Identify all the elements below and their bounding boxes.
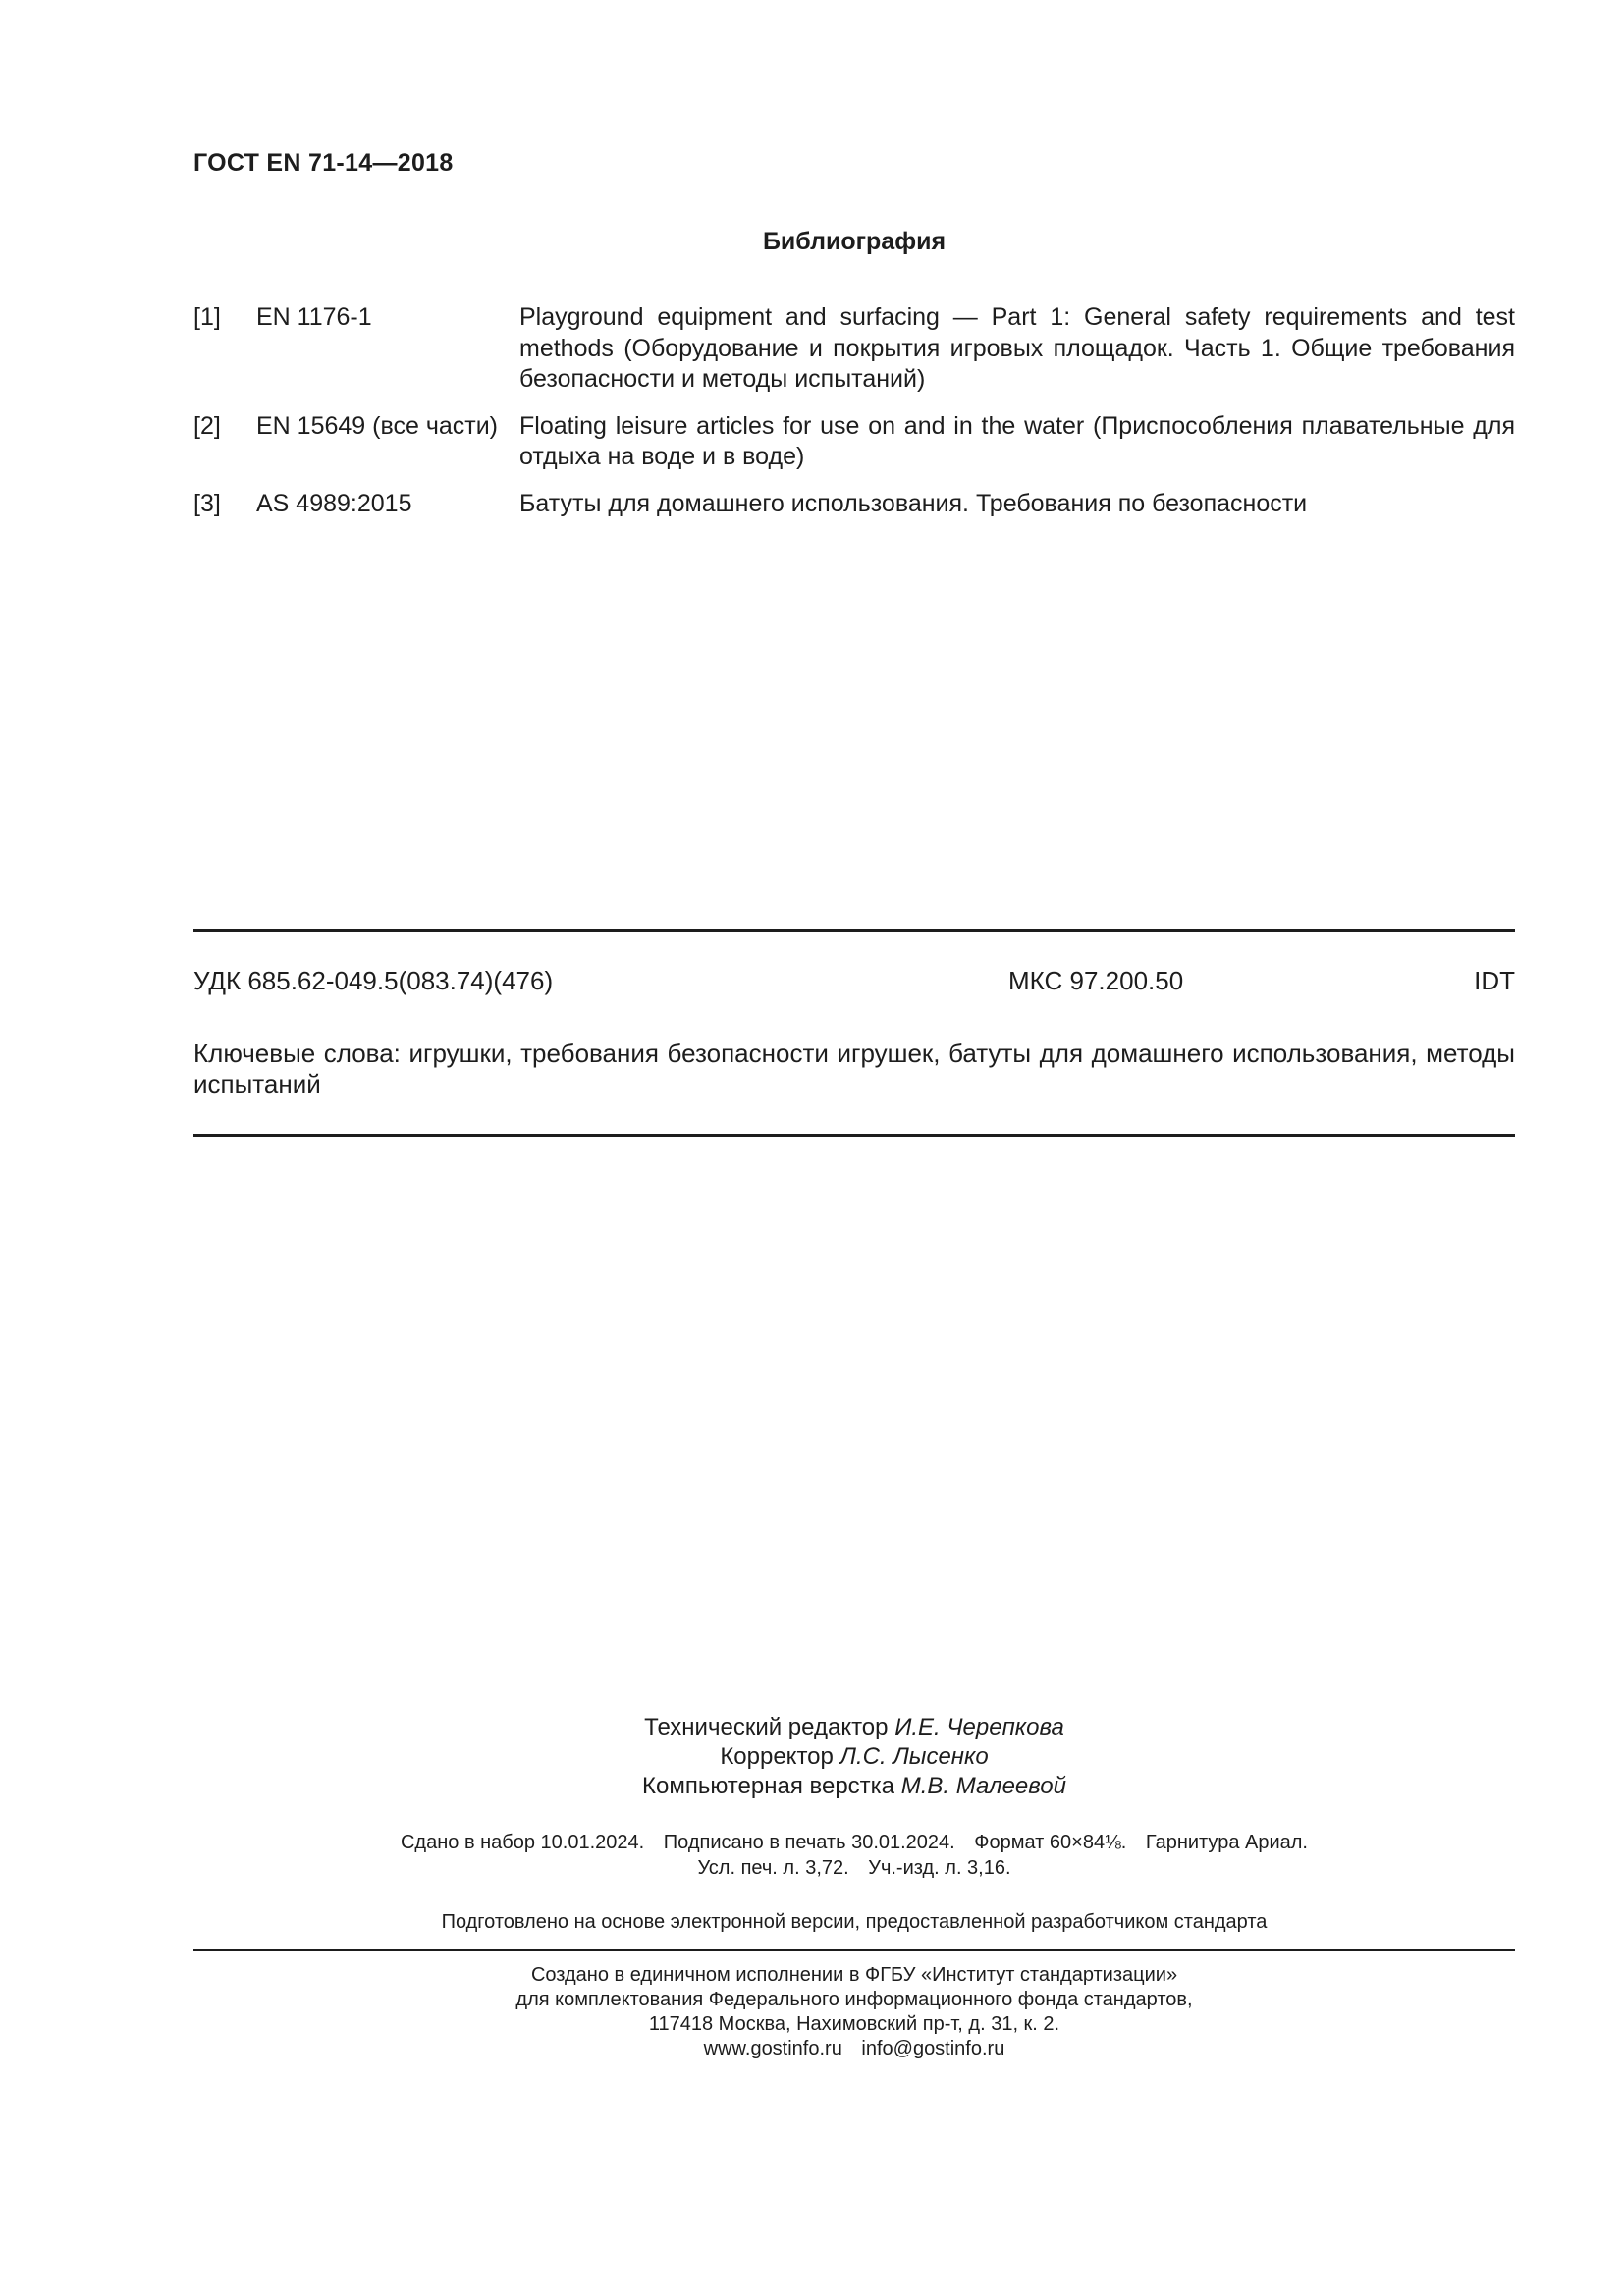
entry-title: Floating leisure articles for use on and in the water (Приспособления плавательные для отдыха на воде и в воде)	[519, 411, 1515, 470]
entry-standard-code: EN 1176-1	[256, 303, 372, 331]
entry-number: [1]	[193, 303, 221, 331]
submitted-date: Сдано в набор 10.01.2024.	[400, 1832, 645, 1853]
layout-name: М.В. Малеевой	[900, 1773, 1066, 1799]
entry-standard-code: EN 15649 (все части)	[256, 411, 498, 440]
signed-date: Подписано в печать 30.01.2024.	[663, 1832, 955, 1853]
tech-editor-label: Технический редактор	[644, 1714, 889, 1740]
entry-number: [2]	[193, 411, 221, 440]
entry-number: [3]	[193, 489, 221, 517]
entry-title: Playground equipment and surfacing — Part 1: General safety requirements and test methods (Оборудование и покрытия игровых площадок. Часть 1. Общие требования безопасности и методы испытаний)	[519, 303, 1515, 393]
print-sheets: Усл. печ. л. 3,72.	[697, 1857, 849, 1879]
publisher-line-1: Создано в единичном исполнении в ФГБУ «Институт стандартизации»	[530, 1964, 1178, 1986]
print-info-line-2	[193, 1855, 1515, 1881]
publisher-block	[193, 1963, 1515, 2061]
bibliography-entry	[193, 489, 1515, 520]
typeface: Гарнитура Ариал.	[1145, 1832, 1308, 1853]
layout-label: Компьютерная верстка	[642, 1773, 895, 1799]
entry-standard-code: AS 4989:2015	[256, 489, 412, 517]
publisher-line-2: для комплектования Федерального информационного фонда стандартов,	[515, 1989, 1193, 2010]
bibliography-list	[193, 302, 1515, 535]
classification-row	[193, 966, 1515, 999]
tech-editor-name: И.Е. Черепкова	[894, 1714, 1064, 1740]
publication-sheets: Уч.-изд. л. 3,16.	[868, 1857, 1011, 1879]
print-info	[193, 1830, 1515, 1881]
credits-block	[193, 1713, 1515, 1801]
divider-top	[193, 929, 1515, 932]
divider-bottom	[193, 1134, 1515, 1137]
print-info-line-1	[193, 1830, 1515, 1855]
website-link[interactable]: www.gostinfo.ru	[703, 2038, 842, 2059]
document-code: ГОСТ EN 71-14—2018	[193, 149, 454, 177]
corrector-label: Корректор	[720, 1743, 834, 1770]
mks-code: МКС 97.200.50	[1008, 966, 1184, 995]
udk-code: УДК 685.62-049.5(083.74)(476)	[193, 966, 554, 995]
publisher-address: 117418 Москва, Нахимовский пр-т, д. 31, к. 2.	[648, 2013, 1060, 2035]
publisher-contacts	[193, 2037, 1515, 2061]
tech-editor-line	[193, 1713, 1515, 1742]
bibliography-entry	[193, 302, 1515, 396]
corrector-name: Л.С. Лысенко	[839, 1743, 989, 1770]
corrector-line	[193, 1742, 1515, 1772]
bibliography-title: Библиография	[762, 228, 947, 255]
prepared-note: Подготовлено на основе электронной версии, предоставленной разработчиком стандарта	[441, 1911, 1268, 1933]
bibliography-entry	[193, 411, 1515, 473]
layout-line	[193, 1772, 1515, 1801]
email-link[interactable]: info@gostinfo.ru	[861, 2038, 1005, 2059]
keywords: Ключевые слова: игрушки, требования безопасности игрушек, батуты для домашнего использования, методы испытаний	[193, 1039, 1515, 1098]
divider-publisher	[193, 1949, 1515, 1951]
paper-format: Формат 60×84⅛.	[974, 1832, 1127, 1853]
idt-mark: IDT	[1474, 966, 1515, 995]
entry-title: Батуты для домашнего использования. Требования по безопасности	[519, 489, 1308, 517]
